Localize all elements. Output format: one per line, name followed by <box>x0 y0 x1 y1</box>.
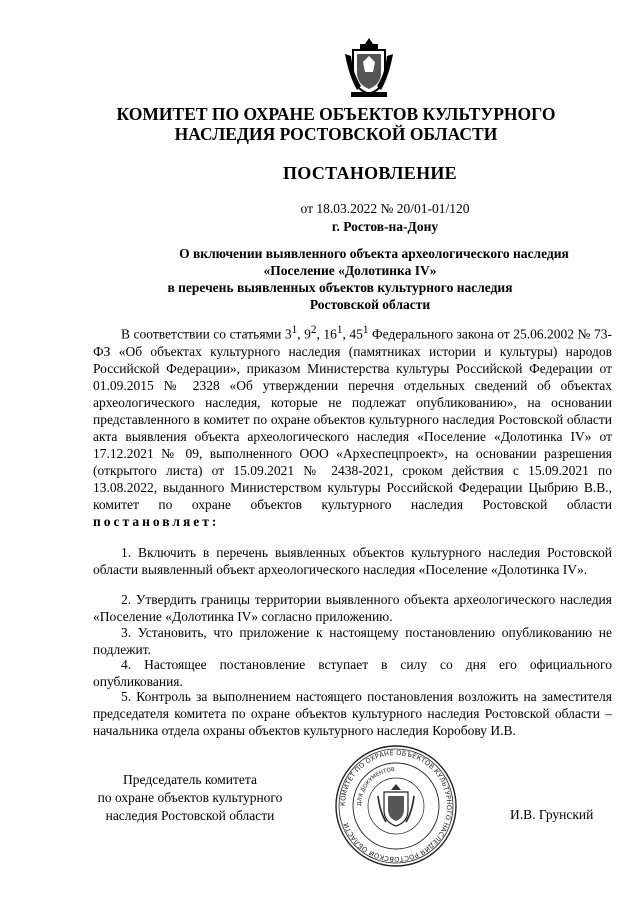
seal-inner-text: ДЛЯ ДОКУМЕНТОВ <box>356 766 396 807</box>
document-city: г. Ростов-на-Дону <box>331 219 439 234</box>
official-seal-icon <box>334 744 458 868</box>
preamble-text: , 9 <box>297 326 311 342</box>
preamble-text: , 45 <box>342 326 363 342</box>
signatory-position-line: по охране объектов культурного <box>97 790 283 805</box>
decree-item-5: 5. Контроль за выполнением настоящего постановления возложить на заместителя председателя комитета по охране объектов культурного наследия Ростовской области – начальника отдела охраны объектов культурного наследия Коробову И.В. <box>93 689 612 738</box>
document-date-number: от 18.03.2022 № 20/01-01/120 <box>300 201 470 216</box>
preamble-text: , 16 <box>316 326 337 342</box>
article-superscript: 1 <box>362 324 369 336</box>
preamble-text: Федерального закона от 25.06.2002 № 73-ФЗ «Об объектах культурного наследия (памятниках истории и культуры) народов Российской Федерации», приказом Министерства культуры Российской Федерации от 01.09.2015 № 2328 «Об утверждении перечня отдельных сведений об объектах археологического наследия, которые не подлежат опубликованию», на основании представленного в комитет по охране объектов культурного наследия Ростовской области акта выявления объекта археологического наследия «Поселение «Долотинка IV» от 17.12.2021 № 09, выполненного ООО «Археспецпроект», на основании разрешения (открытого листа) от 15.09.2021 № 2438-2021, сроком действия с 15.09.2021 по 13.08.2022, выданного Министерством культуры Российской Федерации Цыбрию В.В., комитет по охране объектов культурного наследия Ростовской области <box>93 326 613 512</box>
coat-of-arms-icon <box>343 36 395 100</box>
article-superscript: 1 <box>336 324 343 336</box>
signatory-name: И.В. Грунский <box>510 807 594 822</box>
signatory-position-line: Председатель комитета <box>123 772 257 787</box>
committee-name-line-1: КОМИТЕТ ПО ОХРАНЕ ОБЪЕКТОВ КУЛЬТУРНОГО <box>116 104 556 124</box>
subject-line-1: О включении выявленного объекта археологического наследия <box>179 246 569 261</box>
subject-line-4: Ростовской области <box>309 297 431 312</box>
decree-item-2: 2. Утвердить границы территории выявленного объекта археологического наследия «Поселение «Долотинка IV» согласно приложению. <box>93 592 612 624</box>
article-superscript: 1 <box>291 324 298 336</box>
decree-item-4: 4. Настоящее постановление вступает в силу со дня его официального опубликования. <box>93 657 612 689</box>
preamble-text: В соответствии со статьями 3 <box>121 326 292 342</box>
signatory-position <box>95 771 285 825</box>
subject-line-3: в перечень выявленных объектов культурного наследия <box>167 280 513 295</box>
subject-line-2: «Поселение «Долотинка IV» <box>263 263 437 278</box>
document-type: ПОСТАНОВЛЕНИЕ <box>283 163 457 183</box>
preamble-paragraph <box>93 322 612 530</box>
article-superscript: 2 <box>310 324 317 336</box>
signatory-position-line: наследия Ростовской области <box>105 808 275 823</box>
committee-name-line-2: НАСЛЕДИЯ РОСТОВСКОЙ ОБЛАСТИ <box>174 124 498 144</box>
decree-item-1: 1. Включить в перечень выявленных объектов культурного наследия Ростовской области выявленный объект археологического наследия «Поселение «Долотинка IV». <box>93 545 612 577</box>
decree-word: постановляет: <box>93 513 220 529</box>
seal-outer-text: КОМИТЕТ ПО ОХРАНЕ ОБЪЕКТОВ КУЛЬТУРНОГО НАСЛЕДИЯ РОСТОВСКОЙ ОБЛАСТИ <box>338 748 454 864</box>
decree-item-3: 3. Установить, что приложение к настоящему постановлению опубликованию не подлежит. <box>93 625 612 657</box>
